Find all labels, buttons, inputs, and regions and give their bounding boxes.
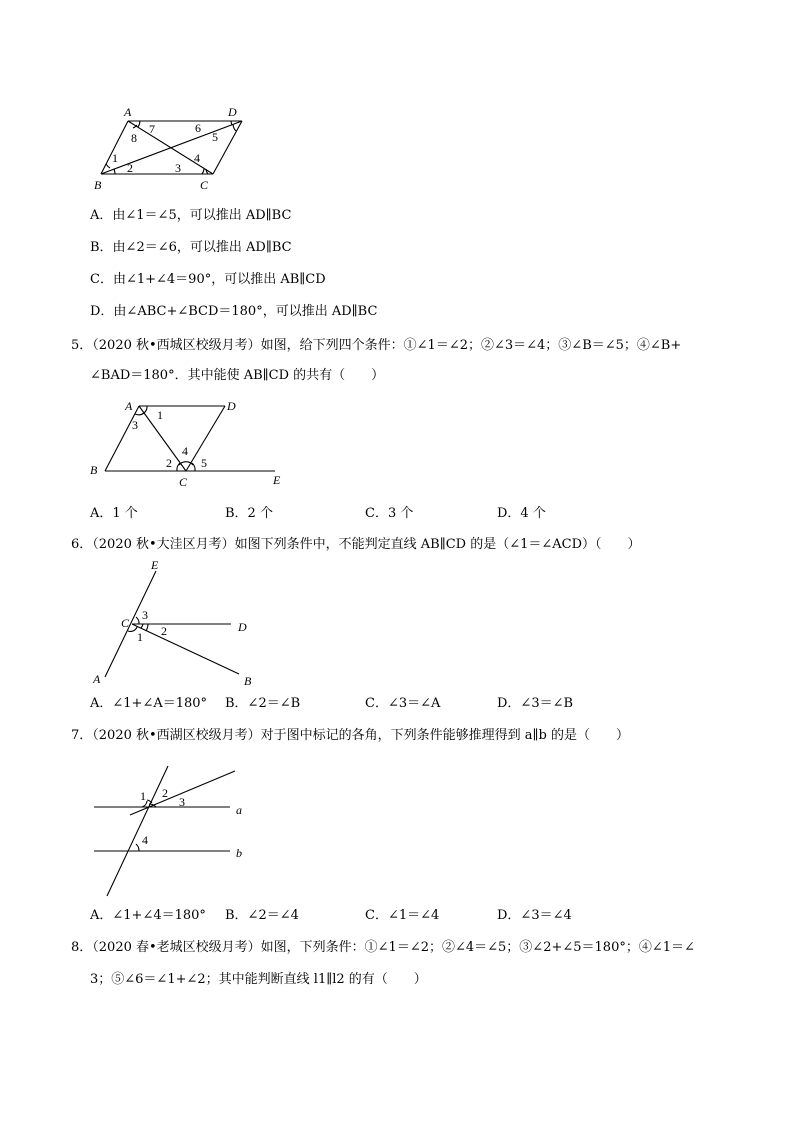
q5-option-c: C．3 个	[365, 506, 414, 521]
q6-option-d: D．∠3＝∠B	[497, 696, 574, 711]
q6-label-E: E	[151, 558, 159, 572]
q5-angle-1: 1	[157, 408, 163, 422]
label-C: C	[200, 178, 209, 192]
angle-1: 1	[112, 151, 118, 165]
q7-angle-2: 2	[162, 786, 168, 800]
angle-4: 4	[194, 151, 200, 165]
q5-option-d: D．4 个	[497, 506, 546, 521]
label-B: B	[94, 178, 102, 192]
q5-angle-2: 2	[166, 456, 172, 470]
q4-option-b: B．由∠2＝∠6，可以推出 AD∥BC	[90, 240, 292, 255]
q6-label-B: B	[244, 674, 252, 688]
q7-label-a: a	[236, 803, 242, 817]
angle-6: 6	[195, 121, 201, 135]
q7-stem: 7．（2020 秋•西湖区校级月考）对于图中标记的各角，下列条件能够推理得到 a∥b 的是（ ）	[71, 728, 629, 743]
q5-angle-3: 3	[132, 418, 138, 432]
figure-q7-transversals	[90, 760, 260, 900]
label-A: A	[124, 105, 132, 119]
q6-option-c: C．∠3＝∠A	[365, 696, 441, 711]
q7-option-b: B．∠2＝∠4	[225, 908, 299, 923]
q6-option-b: B．∠2＝∠B	[225, 696, 301, 711]
figure-parallelogram	[88, 100, 258, 195]
q5-option-a: A．1 个	[90, 506, 138, 521]
q5-option-b: B．2 个	[225, 506, 273, 521]
q6-angle-1: 1	[137, 630, 143, 644]
q5-stem-line2: ∠BAD＝180°．其中能使 AB∥CD 的共有（ ）	[90, 368, 385, 383]
angle-3: 3	[175, 161, 181, 175]
q5-label-B: B	[90, 463, 98, 477]
q6-label-D: D	[238, 620, 247, 634]
q5-label-A: A	[125, 399, 133, 413]
q7-label-b: b	[236, 846, 242, 860]
q7-angle-4: 4	[142, 833, 148, 847]
q5-stem-line1: 5．（2020 秋•西城区校级月考）如图，给下列四个条件：①∠1＝∠2；②∠3＝∠4；③∠B＝∠5；④∠B+	[71, 338, 682, 353]
angle-2: 2	[127, 161, 133, 175]
angle-8: 8	[131, 131, 137, 145]
q5-label-C: C	[179, 475, 188, 489]
q4-option-a: A．由∠1＝∠5，可以推出 AD∥BC	[90, 208, 292, 223]
figure-q6-lines	[88, 557, 263, 692]
q4-option-c: C．由∠1+∠4＝90°，可以推出 AB∥CD	[90, 272, 326, 287]
q7-option-d: D．∠3＝∠4	[497, 908, 572, 923]
label-D: D	[228, 105, 237, 119]
q7-angle-3: 3	[179, 795, 185, 809]
q8-stem-line1: 8．（2020 春•老城区校级月考）如图，下列条件：①∠1＝∠2；②∠4＝∠5；③∠2+∠5＝180°；④∠1＝∠	[71, 940, 695, 955]
q5-angle-4: 4	[182, 444, 188, 458]
q6-stem: 6．（2020 秋•大洼区月考）如图下列条件中，不能判定直线 AB∥CD 的是（∠1＝∠ACD）（ ）	[71, 537, 641, 552]
q6-option-a: A．∠1+∠A＝180°	[90, 696, 208, 711]
angle-5: 5	[212, 130, 218, 144]
q7-option-c: C．∠1＝∠4	[365, 908, 440, 923]
q8-stem-line2: 3；⑤∠6＝∠1+∠2；其中能判断直线 l1∥l2 的有（ ）	[90, 972, 427, 987]
q5-label-E: E	[273, 473, 281, 487]
q6-angle-2: 2	[161, 624, 167, 638]
q6-angle-3: 3	[142, 608, 148, 622]
q7-angle-1: 1	[140, 789, 146, 803]
q5-angle-5: 5	[201, 456, 207, 470]
figure-q5-trapezoid	[85, 392, 295, 492]
q6-label-A: A	[93, 672, 101, 686]
q5-label-D: D	[227, 399, 236, 413]
angle-7: 7	[149, 122, 155, 136]
q7-option-a: A．∠1+∠4＝180°	[90, 908, 206, 923]
q6-label-C: C	[121, 616, 130, 630]
q4-option-d: D．由∠ABC+∠BCD＝180°，可以推出 AD∥BC	[90, 304, 378, 319]
